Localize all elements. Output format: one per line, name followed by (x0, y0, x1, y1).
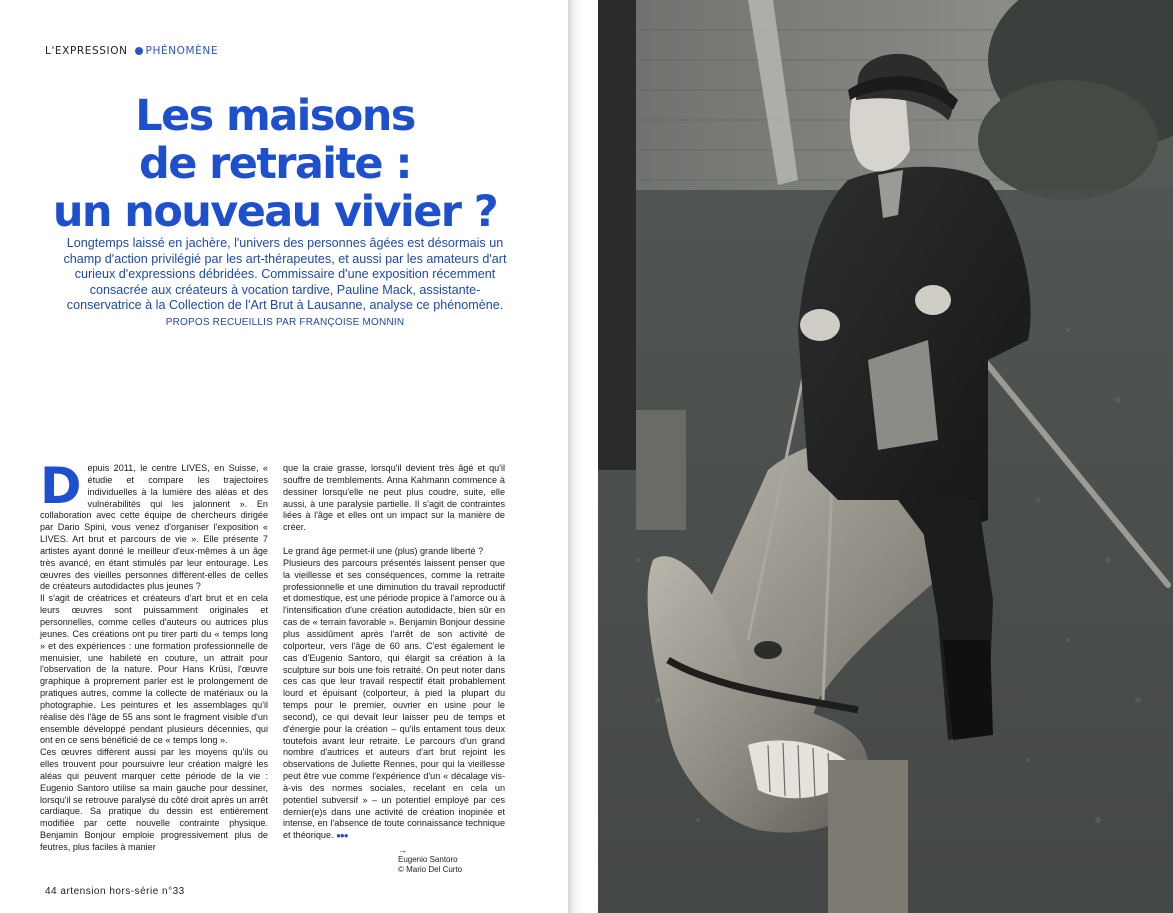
headline-line-1: Les maisons (135, 91, 415, 141)
body-column-2 (283, 463, 505, 842)
section-topic: PHÉNOMÈNE (145, 45, 219, 57)
paragraph (283, 558, 505, 842)
standfirst (55, 236, 515, 331)
bullet-dot-icon (135, 47, 143, 55)
page-gutter (568, 0, 584, 913)
drop-cap: D (40, 457, 82, 515)
caption-credit: © Mario Del Curto (398, 864, 463, 874)
headline-line-2: de retraite : (139, 139, 411, 189)
paragraph: que la craie grasse, lorsqu'il devient très âgé et qu'il souffre de tremblements. Anna Kahmann commence à dessiner lorsqu'elle ne peut plus coudre, suite, elle aussi, à une paralysie partielle. Il s'agit de contraintes liées à l'âge et elles ont un impact sur la manière de créer. (283, 463, 505, 533)
section-tag (45, 45, 218, 57)
photo-man-on-wooden-horse (598, 0, 1173, 913)
question-subhead: Le grand âge permet-il une (plus) grande liberté ? (283, 546, 484, 557)
headline-line-3: un nouveau vivier ? (52, 187, 498, 237)
arrow-icon: → (398, 845, 407, 855)
headline (20, 92, 530, 236)
end-mark-icon: ●●● (336, 831, 348, 841)
byline: PROPOS RECUEILLIS PAR FRANÇOISE MONNIN (165, 316, 405, 328)
caption-subject: Eugenio Santoro (398, 855, 458, 864)
paragraph: Il s'agit de créatrices et créateurs d'art brut et en cela leurs œuvres sont puissamment originales et personnelles, comme celles d'auteurs ou autrices plus jeunes. Ces créations ont pu tirer parti du « temps long » et des expériences : une formation professionnelle de menuisier, une habileté en couture, un attrait pour l'observation de la nature. Pour Hans Krüsi, l'œuvre graphique à proprement parler est le prolongement de pratiques autres, comme la collecte de matériaux ou la photographie. Les peintures et les assemblages qu'il réalise dès l'âge de 55 ans sont le fragment visible d'un ensemble développé pendant plusieurs décennies, qui ont en ce sens bénéficié de ce « temps long ». (40, 593, 268, 746)
standfirst-text: Longtemps laissé en jachère, l'univers des personnes âgées est désormais un champ d'action privilégié par les art-thérapeutes, et aussi par les amateurs d'art curieux d'expressions débridées. Commissaire d'une exposition récemment consacrée aux créateurs à vocation tardive, Pauline Mack, assistante-conservatrice à la Collection de l'Art Brut à Lausanne, analyse ce phénomène. (63, 236, 507, 313)
body-column-1 (40, 457, 268, 854)
right-page (584, 0, 1173, 913)
paragraph: epuis 2011, le centre LIVES, en Suisse, « étudie et compare les trajectoires individuelles à la lumière des aléas et des vulnérabilités qui les jalonnent ». En collaboration avec cette équipe de chercheurs dirigée par Dario Spini, vous venez d'organiser l'exposition « LIVES. Art brut et parcours de vie ». Elle présente 7 artistes ayant donné le meilleur d'eux-mêmes à un âge très avancé, en étant stimulés par leur entourage. Les œuvres des vieilles personnes diffèrent-elles de celles de créateurs autodidactes plus jeunes ? (40, 463, 268, 592)
section-label: L'EXPRESSION (45, 45, 128, 57)
page-folio: 44 artension hors-série n°33 (45, 886, 185, 897)
paragraph: Ces œuvres diffèrent aussi par les moyens qu'ils ou elles trouvent pour poursuivre leur création malgré les aléas qui peuvent marquer cette période de la vie : Eugenio Santoro utilise sa main gauche pour dessiner, lorsqu'il se retrouve paralysé du côté droit après un arrêt cardiaque. Sa pratique du dessin est entièrement modifiée par cette nouvelle contrainte physique. Benjamin Bonjour emploie progressivement plus de feutres, plus faciles à manier (40, 747, 268, 852)
photo-caption (398, 846, 462, 874)
photo-illustration (598, 0, 1173, 913)
paragraph-text: Plusieurs des parcours présentés laissent penser que la vieillesse et ses conséquences, comme la retraite professionnelle et une diminution du travail reproductif et domestique, est une période propice à l'amorce ou à l'intensification d'une création autodidacte, bien sûr en cas de « terrain favorable ». Benjamin Bonjour dessine plus assidûment après l'arrêt de son activité de colporteur, vers l'âge de 60 ans. C'est également le cas d'Eugenio Santoro, qui élargit sa création à la sculpture sur bois une fois retraité. On peut noter dans ces cas que leur travail respectif était probablement lourd et épuisant (colporteur, à pied la plupart du temps pour le premier, ouvrier en usine pour le second), ce qui devait leur laisser peu de temps et d'énergie pour la création – qu'ils entament tous deux toutefois avant leur retraite. Le parcours d'un grand nombre d'autrices et auteurs d'art brut rejoint les observations de Juliette Rennes, pour qui la vieillesse peut être vue comme l'expérience d'un « décalage vis-à-vis des normes sociales, recelant en cela un potentiel subversif » – un potentiel employé par ces dernier(e)s dans une activité de création inopinée et intense, en l'absence de toute connaissance technique et théorique. (283, 557, 505, 841)
left-page (0, 0, 568, 913)
